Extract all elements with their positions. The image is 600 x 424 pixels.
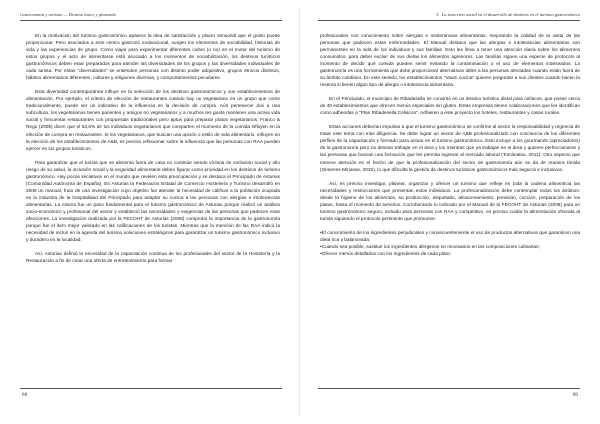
paragraph: profesionales con conocimiento sobre alergias e intolerancias alimentarias, mejorando la calidad de la visita de las personas que padecen estas enfermedades. El Manual destaca que las alergias e intolerancias alimentarias son permanentes en la vida de los individuos y sus familias. Esto les lleva a tener una atención diaria sobre los alimentos consumidos, para deber excluir de sus dietas los alimentos agresores. Las familias siguen una especie de protocolo al momento de decidir qué comida pueden servir evitando la contaminación o el uso de elementos indeseados. La gastronomía es una herramienta que debe proporcionar alternativas útiles a las personas afectadas cuando están fuera de su ámbito cotidiano. En este sentido, los establecimientos "Vaum cocina" quieren preguntar a sus clientes cuando hacen la reserva si tienen algún tipo de alergia o intolerancia alimentaria. [320,34,580,89]
list-item: •Cuando sea posible, sustituir los ingredientes alérgenos no necesarios en las composiciones culinarias; [320,244,540,250]
footer-rule-left [20,388,282,389]
list-item: •Ofrecer menús detallados con los ingredientes de cada plato; [320,251,451,257]
paragraph: Estas acciones deberían impulsar a que el turismo gastronómico se confirme al sector la responsabilidad y urgencia de tratar este tema con más diligencia. Se debe lograr un sector de A&B profesionalizado con conciencia de los diferentes perfiles de la capacitación y formado para actuar en el turismo gastronómico. Esto incluye a los gourmands (apreciadores) de la gastronomía pero no desean trabajar en el área y los mientras que ya trabajan en el área y quieren perfeccionarse y las personas que buscan una formación que les permita ingresar al mercado laboral (Tomiinatsu, 2011). Otro aspecto que merece atención es el hecho de que la profesionalización del sector de gastronomía aún se da de manera tímida (Gimenes-Minasse, 2015), lo que dificulta la gestión de destinos turísticos gastronómicos más seguros e inclusivos. [320,125,580,173]
header-rule-right [318,20,580,21]
footer-rule-right [318,388,580,389]
paragraph: En la motivación del turismo gastronómico aparece la idea de satisfacción y placer sensorial que el gusto puede proporcionar. Pero asociados a este centro gastronó motivacional, surgen los elementos de sociabilidad, historias de vida y las experiencias de grupo. Como viajar para experimentar diferentes cultos (o no) en el motor del turismo de estos grupos y el acto de alimentarse está asociado a los momentos de sociabilización, los destinos turísticos gastronómicos deben estar preparados para atender las diversidades de los grupos y las diversidades individuales de cada turista. Por estas "diversidades" se entienden personas con distinto poder adquisitivo, grupos étnicos distintos, hábitos alimentarios diferentes, culturas y religiones diversas, y comportamientos peculiares. [26,34,280,82]
page-number-left: 88 [22,392,28,398]
running-head-left: Gastronomía y turismo — Destino único y planeado [20,12,116,17]
paragraph: Para garantizar que el turista que se alimenta fuera de casa no continúe siendo víctima de exclusión social y ello riesgo de su salud, la inclusión social y la seguridad alimentaria deben figurar como prioridad en los destinos de turismo gastronómico. Hay pocas iniciativas en el mundo que revelen esta preocupación y se destaca el Principado de Asturias (Comunidad Autónoma de España). En Asturias la Federación Estatal de Comercio Hostelería y Turismo desarrolló en 2008 un manual, fruto de una investigación cuyo objetivo fue atender la necesidad de calificar a la población ocupada en la industria de la hospitalidad del Principado para adaptar su cocina a las personas con alergias e intolerancias alimentarias. La misma fue un paso fundamental para el turismo gastronómico de Asturias porque realizó un análisis socio-económico y profesional del sector y estableció las necesidades y exigencias de las personas que padecen esas afecciones. La investigación realizada por la FECOHT de Asturias (2008) comprobó la importancia de la gastronomía porque fue el ítem mejor valorado en las calificaciones de los turistas. Mientras que la mención de las RAA indicó la necesidad de incluir en la agenda del turismo soluciones estratégicas para garantizar un turismo gastronómico inclusivo y duradero en la localidad. [26,160,280,244]
paragraph: Esta diversidad contemporánea influye en la selección de los destinos gastronómicos y sus establecimientos de alimentación. Por ejemplo, el criterio de elección de restaurantes cuando hay un vegetariano en un grupo que come tradicionalmente, puede ser un indicativo de la influencia en la decisión de compra. Aún pertenecer dos a una subcultura, los vegetarianos tienen parientes y amigos no vegetarianos y a muchos les gusta mantener una activa vida social y frecuentar restaurantes con propuestas tradicionales pero aptos para preparar platos vegetarianos. Franco & Rego (2005) dicen que el 63,6% de los individuos vegetarianos que comparten el momento de la comida influyen en la elección de compra en restaurantes. Si los vegetarianos, que buscan una opción o estilo de vida alimentario, influyen en la elección de los establecimientos de A&B, es preciso reflexionar sobre la influencia que las personas con RAA pueden ejercer en los grupos turísticos. [26,90,280,152]
right-page [300,0,600,424]
header-rule-left [20,20,282,21]
right-page-body [320,33,580,388]
list-item: •El conocimiento de los ingredientes perjudiciales y consecuentemente el uso de productos alternativos que garanticen una dieta rica y balanceada; [320,230,580,243]
left-page-body [26,33,280,388]
running-head-right: 5 · La inserción social en el desarrollo de destinos en el turismo gastronómico [436,12,580,17]
page-number-right: 89 [572,392,578,398]
paragraph: En el Principado, el municipio de Ribadesella se convirtió en un destino turístico distal para celíacos, que posee cerca de 40 establecimientos que ofrecen menús especiales sin gluten. Estas empresas tienen colaboraciones que les identifican como adheridas a "Plan Ribadesella Celiacos". Adhieren a este proyecto los hoteles, restaurantes y casas rurales. [320,97,580,117]
paragraph: Así, Asturias definió la necesidad de la capacitación continua de los profesionales del sector de la Hostelería y la Restauración a fin de crear una oferta de entretenimiento para formar [26,251,280,265]
paragraph: Así, es preciso investigar, planear, organizar y ofrecer un turismo que refleje en toda la cadena alimenticia las necesidades y restricciones que presentan estos individuos. La profesionalización debe contemplar todos los ámbitos: desde la higiene de los alimentos, su producción, etiquetado, almacenamiento, previsión, cocción, preparación de los platos, hasta el momento de servirlos. Corroborando lo indicado por el Manual de la FECOHT de Asturias (2008) para un turismo gastronómico seguro, incluido para personas con RAA y competitivo, es preciso cuidar la alimentación ofrecida al turista siguiendo el protocolo pertinente que promueve: [320,181,580,222]
